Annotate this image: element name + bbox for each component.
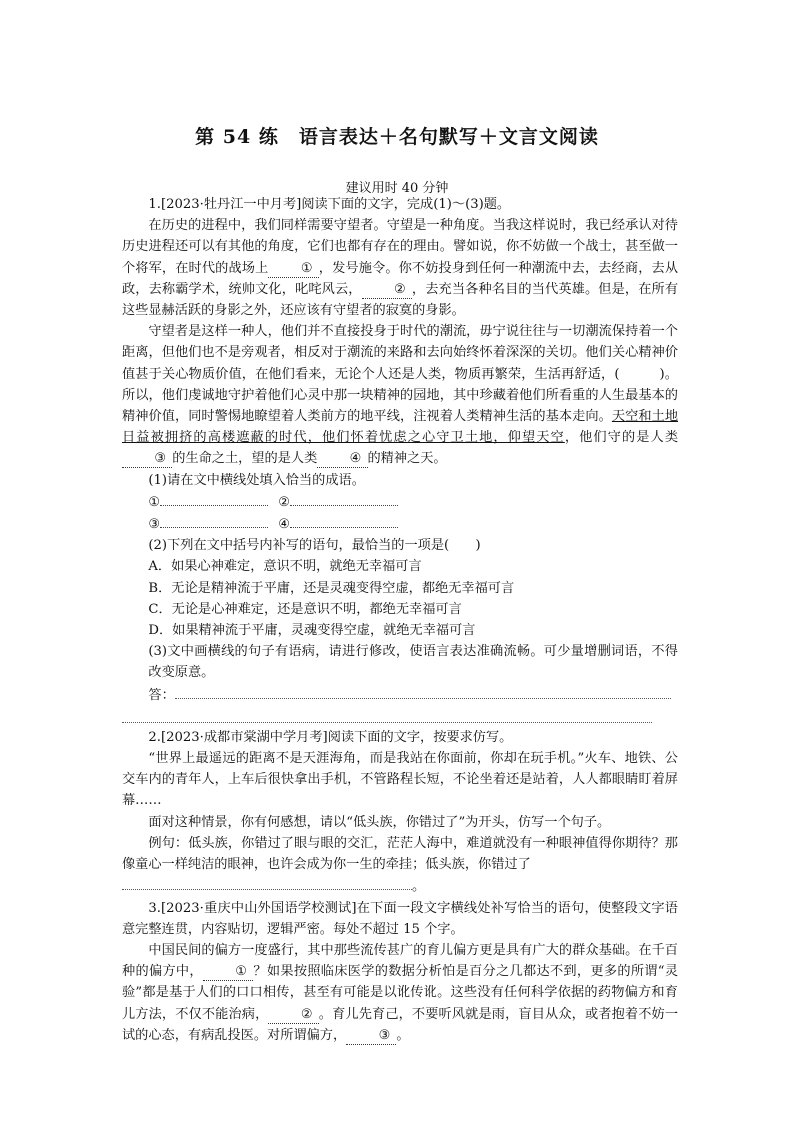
q3-blank-2: ② — [268, 1007, 318, 1024]
q2-paragraph-1: “世界上最遥远的距离不是天涯海角，而是我站在你面前，你却在玩手机。”火车、地铁、公交车内的青年人，上车后很快拿出手机，不管路程长短，不论坐着还是站着，人人都眼睛盯着屏幕…… — [122, 751, 678, 809]
answer-line[interactable] — [175, 684, 671, 699]
answer-line[interactable] — [290, 513, 398, 528]
q1-option-d: D．如果精神流于平庸，灵魂变得空虚，就绝无幸福可言 — [148, 623, 476, 639]
q2-paragraph-2: 面对这种情景，你有何感想，请以“低头族，你错过了”为开头，仿写一个句子。 — [148, 814, 611, 830]
q1-blank-2: ② — [362, 282, 412, 299]
q3-intro: 3.[2023·重庆中山外国语学校测试]在下面一段文字横线处补写恰当的语句，使整段文字语意完整连贯，内容贴切，逻辑严密。每处不超过 15 个字。 — [122, 900, 678, 937]
q1-underlined-sentence: 天空和土地日益被拥挤的高楼遮蔽的时代，他们怀着忧虑之心守卫土地，仰望天空 — [122, 409, 679, 446]
q2-intro: 2.[2023·成都市棠湖中学月考]阅读下面的文字，按要求仿写。 — [148, 729, 513, 745]
q1-paragraph-2: 守望者是这样一种人，他们并不直接投身于时代的潮流，毋宁说往往与一切潮流保持着一个距离，但他们也不是旁观者，相反对于潮流的来路和去向始终怀着深深的关切。他们关心精神价值甚于关心物质价值，在他们看来，无论个人还是人类，物质再繁荣，生活再舒适，( )。所以，他们虔诚地守护着他们心灵中那一块精神的园地，其中珍藏着他们所看重的人生最基本的精神价值，同时警惕地瞭望着人类前方的地平线，注视着人类精神生活的基本走向。天空和土地日益被拥挤的高楼遮蔽的时代，他们怀着忧虑之心守卫土地，仰望天空，他们守的是人类③ 的生命之土，望的是人类 ④ 的精神之天。 — [122, 324, 679, 467]
q1-blank-3: ③ — [122, 451, 172, 468]
q2-answer: 。 — [122, 875, 678, 897]
q3-blank-3: ③ — [346, 1028, 396, 1045]
document-body — [122, 194, 678, 1046]
q1-fill-row-1: ① ② — [122, 491, 678, 513]
q1-answer: 答： — [122, 684, 678, 706]
q1-sub-2: (2)下列在文中括号内补写的语句，最恰当的一项是( ) — [148, 538, 481, 554]
q3-blank-1: ① — [203, 964, 253, 981]
q1-option-b: B．无论是精神流于平庸，还是灵魂变得空虚，都绝无幸福可言 — [148, 580, 515, 596]
q1-fill-row-2: ③ ④ — [122, 513, 678, 535]
q1-blank-4: ④ — [317, 451, 367, 468]
q3-paragraph: 中国民间的偏方一度盛行，其中那些流传甚广的育儿偏方更是具有广大的群众基础。在千百种的偏方中， ① ？如果按照临床医学的数据分析怕是百分之几都达不到，更多的所谓“灵验”都是基于人们的口口相传，甚至有可能是以讹传讹。这些没有任何科学依据的药物偏方和育儿方法，不仅不能治病， ② 。育儿先育己，不要听风就是雨，盲目从众，或者抱着不妨一试的心态，有病乱投医。对所谓偏方， ③ 。 — [122, 942, 679, 1043]
q1-sub-3: (3)文中画横线的句子有语病，请进行修改，使语言表达准确流畅。可少量增删词语，不得改变原意。 — [148, 644, 678, 681]
q1-option-c: C．无论是心神难定，还是意识不明，都绝无幸福可言 — [148, 601, 462, 617]
answer-line[interactable] — [160, 513, 268, 528]
q1-blank-1: ① — [268, 261, 318, 278]
answer-line[interactable] — [290, 491, 398, 506]
q1-sub-1: (1)请在文中横线处填入恰当的成语。 — [148, 472, 365, 488]
suggested-time: 建议用时 40 分钟 — [345, 181, 449, 196]
answer-line[interactable] — [122, 708, 652, 723]
q1-paragraph-1: 在历史的进程中，我们同样需要守望者。守望是一种角度。当我这样说时，我已经承认对待历史进程还可以有其他的角度，它们也都有存在的理由。譬如说，你不妨做一个战士，甚至做一个将军，在时代的战场上 ① ，发号施令。你不妨投身到任何一种潮流中去，去经商，去从政，去称霸学术，统帅文化，叱咤风云， ② ，去充当各种名目的当代英雄。但是，在所有这些显赫活跃的身影之外，还应该有守望者的寂寞的身影。 — [122, 218, 679, 319]
answer-line[interactable] — [160, 491, 268, 506]
q2-example: 例句：低头族，你错过了眼与眼的交汇，茫茫人海中，难道就没有一种眼神值得你期待？那像童心一样纯洁的眼神，也许会成为你一生的牵挂；低头族，你错过了 — [122, 835, 678, 873]
q1-option-a: A．如果心神难定，意识不明，就绝无幸福可言 — [148, 559, 422, 575]
answer-line[interactable] — [122, 875, 412, 890]
q1-intro: 1.[2023·牡丹江一中月考]阅读下面的文字，完成(1)～(3)题。 — [148, 197, 511, 212]
page-title: 第 54 练 语言表达＋名句默写＋文言文阅读 — [195, 126, 599, 148]
